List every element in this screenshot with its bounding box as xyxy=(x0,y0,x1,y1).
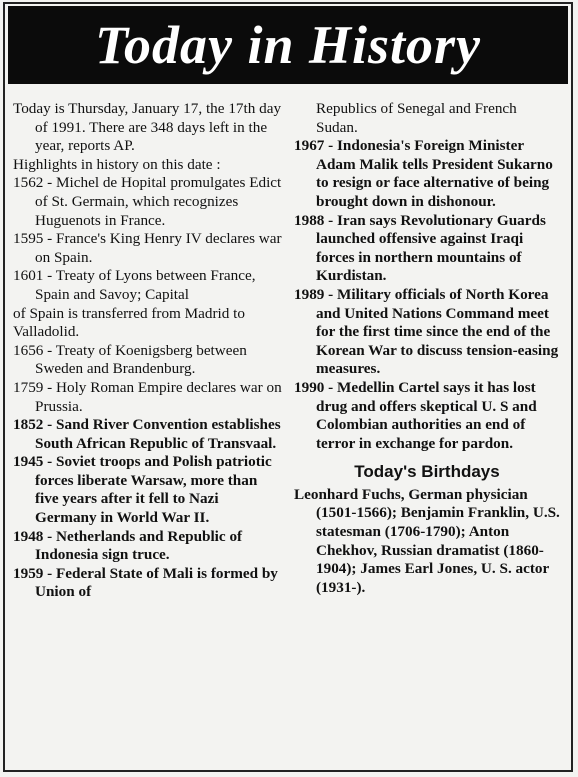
right-column xyxy=(294,100,560,597)
history-entry: 1759 - Holy Roman Empire declares war on Prussia. xyxy=(13,378,282,415)
history-entry: 1967 - Indonesia's Foreign Minister Adam Malik tells President Sukarno to resign or face alternative of being brought down in dishonour. xyxy=(294,137,553,210)
history-entry: 1601 - Treaty of Lyons between France, Spain and Savoy; Capital xyxy=(13,267,256,303)
birthdays-heading: Today's Birthdays xyxy=(354,462,500,482)
page-title: Today in History xyxy=(94,15,482,75)
history-entry: 1990 - Medellin Cartel says it has lost drug and offers skeptical U. S and Colombian authorities an end of terror in exchange for pardon. xyxy=(294,378,537,452)
history-entry: 1852 - Sand River Convention establishes South African Republic of Transvaal. xyxy=(13,416,281,452)
history-entry: 1656 - Treaty of Koenigsberg between Sweden and Brandenburg. xyxy=(13,341,247,378)
birthdays-text: Leonhard Fuchs, German physician (1501-1566); Benjamin Franklin, U.S. statesman (1706-1790); Anton Chekhov, Russian dramatist (1860-1904); James Earl Jones, U. S. actor (1931-). xyxy=(294,485,560,596)
left-column xyxy=(13,100,283,602)
history-entry: 1562 - Michel de Hopital promulgates Edict of St. Germain, which recognizes Huguenots in France. xyxy=(13,174,282,229)
history-entry: 1945 - Soviet troops and Polish patriotic forces liberate Warsaw, more than five years after it fell to Nazi Germany in World War II. xyxy=(13,453,272,527)
continuation-text: Republics of Senegal and French Sudan. xyxy=(316,100,517,136)
history-entry: 1989 - Military officials of North Korea and United Nations Command meet for the first time since the end of the Korean War to discuss tension-easing measures. xyxy=(294,285,559,378)
history-entry: 1988 - Iran says Revolutionary Guards launched offensive against Iraqi forces in northern mountains of Kurdistan. xyxy=(294,211,546,285)
highlights-label: Highlights in history on this date : xyxy=(13,155,221,173)
history-entry: 1595 - France's King Henry IV declares war on Spain. xyxy=(13,230,282,266)
history-entry: 1959 - Federal State of Mali is formed by Union of xyxy=(13,564,278,601)
intro-paragraph: Today is Thursday, January 17, the 17th day of 1991. There are 348 days left in the year, reports AP. xyxy=(13,100,282,155)
title-banner xyxy=(8,6,568,84)
history-entry: 1948 - Netherlands and Republic of Indonesia sign truce. xyxy=(13,527,243,564)
history-entry: of Spain is transferred from Madrid to Valladolid. xyxy=(13,304,245,341)
